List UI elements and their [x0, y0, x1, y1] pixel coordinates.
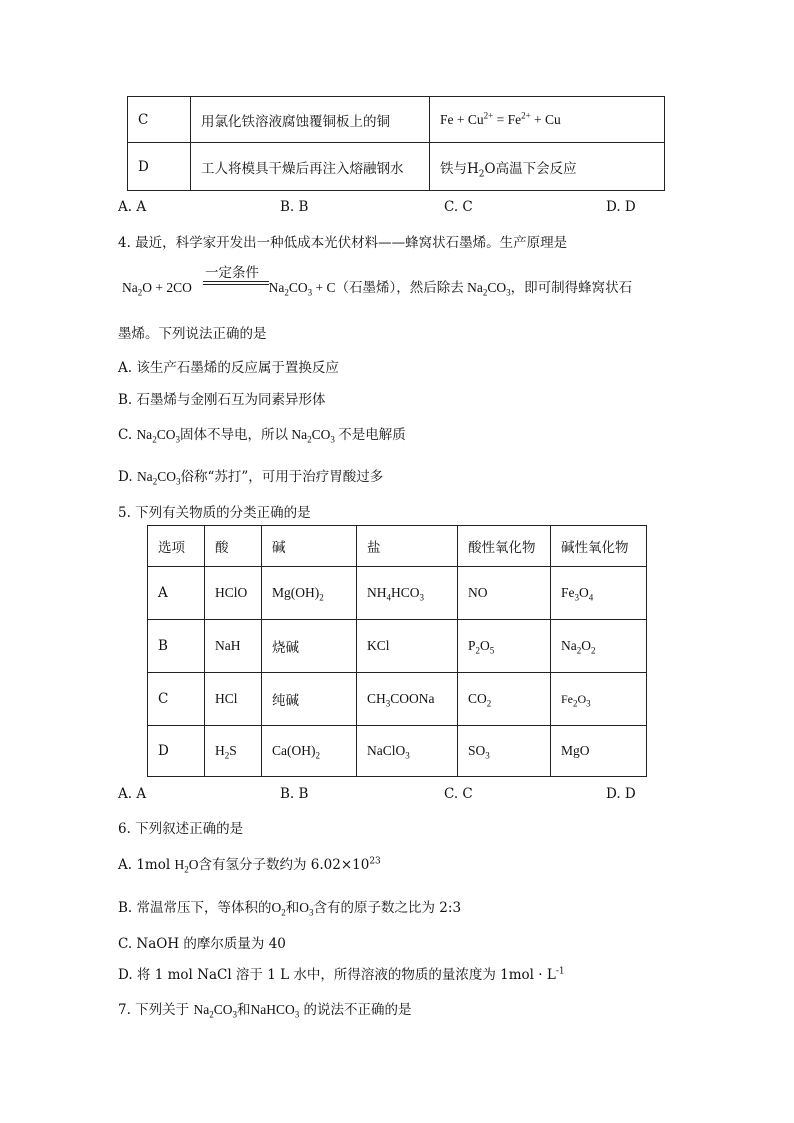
reaction-condition: 一定条件: [205, 265, 259, 281]
table-row: B NaH 烧碱 KCl $P_2O_5$ $Na_2O_2$: [148, 620, 647, 673]
q4-stem: 4. 最近，科学家开发出一种低成本光伏材料——蜂窝状石墨烯。生产原理是: [118, 235, 568, 251]
q4-option-c: C. $Na_2CO_3$固体不导电，所以 $Na_2CO_3$ 不是电解质: [118, 427, 406, 445]
option-a: A. A: [118, 786, 147, 802]
q6-stem: 6. 下列叙述正确的是: [118, 821, 244, 837]
q6-option-a: A. 1mol $H_2O$含有氢分子数约为 $6.02\times 10^{23}$: [118, 856, 381, 875]
q3-row-label: D: [128, 143, 191, 191]
q3-row-principle: $Fe + Cu^{2+} = Fe^{2+} + Cu$: [430, 97, 665, 143]
table-row: [128, 97, 665, 143]
option-c: C. C: [444, 199, 473, 215]
option-d: D. D: [606, 199, 636, 215]
header-option: 选项: [148, 526, 205, 567]
q7-stem: 7. 下列关于 $Na_2CO_3$和NaHCO$_3$ 的说法不正确的是: [118, 1002, 412, 1020]
q6-option-c: C. NaOH 的摩尔质量为 40: [118, 936, 286, 952]
q5-table: [147, 525, 647, 777]
header-base: 碱: [262, 526, 357, 567]
q6-option-b: B. 常温常压下，等体积的$O_2$和$O_3$含有的原子数之比为 2:3: [118, 900, 462, 918]
table-row: C HCl 纯碱 $CH_3COONa$ $CO_2$ $Fe_2O_3$: [148, 673, 647, 726]
table-row: [128, 143, 665, 191]
q3-row-practice: 用氯化铁溶液腐蚀覆铜板上的铜: [191, 97, 430, 143]
header-salt: 盐: [357, 526, 458, 567]
table-row: D $H_2S$ $Ca(OH)_2$ NaClO$_3$ $SO_3$ MgO: [148, 726, 647, 777]
equation-suffix: （石墨烯），然后除去: [335, 280, 464, 295]
option-c: C. C: [444, 786, 473, 802]
header-acid: 酸: [205, 526, 262, 567]
q4-stem-cont: 墨烯。下列说法正确的是: [118, 326, 267, 342]
option-b: B. B: [280, 199, 309, 215]
option-a: A. A: [118, 199, 147, 215]
table-row: A HClO $Mg(OH)_2$ $NH_4HCO_3$ NO $Fe_3O_4$: [148, 567, 647, 620]
q3-row-label: C: [128, 97, 191, 143]
q4-option-b: B. 石墨烯与金刚石互为同素异形体: [118, 392, 326, 408]
header-acidic-oxide: 酸性氧化物: [458, 526, 551, 567]
q4-equation: $Na_2O + 2CO$ $Na_2CO_3 + C$（石墨烯），然后除去 $Na_2CO_3$，即可制得蜂窝状石: [122, 280, 633, 298]
table-header-row: [148, 526, 647, 567]
q3-table: [127, 96, 665, 191]
option-d: D. D: [606, 786, 636, 802]
q4-option-d: D. $Na_2CO_3$俗称“苏打”，可用于治疗胃酸过多: [118, 469, 384, 487]
q6-option-d: D. 将 1 mol NaCl 溶于 1 L 水中，所得溶液的物质的量浓度为 $1mol \cdot L^{-1}$: [118, 966, 565, 983]
q3-row-principle: 铁与$H_2O$高温下会反应: [430, 143, 665, 191]
q3-row-practice: 工人将模具干燥后再注入熔融钢水: [191, 143, 430, 191]
header-basic-oxide: 碱性氧化物: [551, 526, 647, 567]
q5-stem: 5. 下列有关物质的分类正确的是: [118, 505, 311, 521]
equation-tail: ，即可制得蜂窝状石: [510, 280, 633, 295]
option-b: B. B: [280, 786, 309, 802]
q4-option-a: A. 该生产石墨烯的反应属于置换反应: [118, 360, 339, 376]
